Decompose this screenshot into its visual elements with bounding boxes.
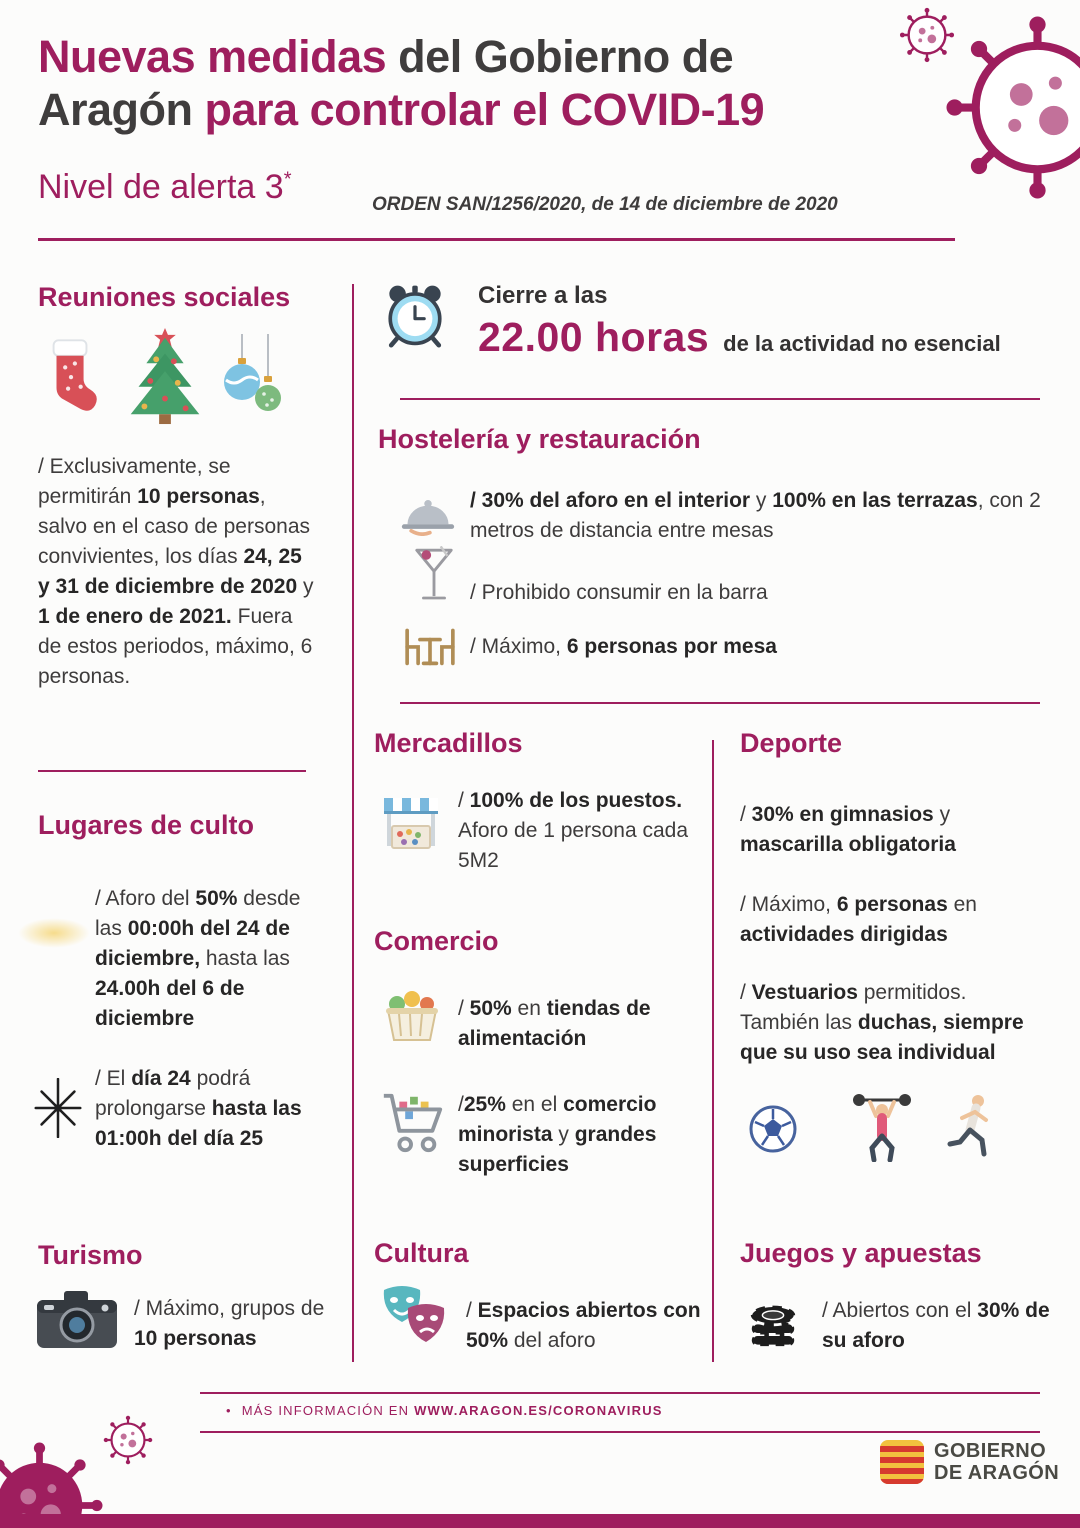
logo-line2: DE ARAGÓN xyxy=(934,1462,1060,1484)
star-icon xyxy=(28,1078,88,1138)
divider xyxy=(200,1392,1040,1394)
order-reference: ORDEN SAN/1256/2020, de 14 de diciembre de 2020 xyxy=(372,194,838,215)
candle-glow-icon xyxy=(18,918,90,948)
table-chairs-icon xyxy=(398,624,462,668)
divider xyxy=(400,702,1040,704)
title-accent-2: para controlar el COVID-19 xyxy=(204,84,765,136)
christmas-tree-icon xyxy=(126,326,204,426)
hosteleria-item: / 30% del aforo en el interior y 100% en las terrazas, con 2 metros de distancia entre mesas xyxy=(470,489,1041,542)
theater-masks-icon xyxy=(376,1286,452,1350)
section-title-juegos: Juegos y apuestas xyxy=(740,1238,982,1268)
soccer-ball-icon xyxy=(748,1104,798,1154)
juegos-body: / Abiertos con el 30% de su aforo xyxy=(822,1299,1050,1352)
cocktail-icon xyxy=(412,546,456,606)
title-rest-1: del Gobierno de xyxy=(386,31,734,82)
deporte-item: / 30% en gimnasios y mascarilla obligatoria xyxy=(740,803,956,856)
section-title-hosteleria: Hostelería y restauración xyxy=(378,424,701,454)
section-title-reuniones: Reuniones sociales xyxy=(38,282,291,312)
section-title-cultura: Cultura xyxy=(374,1238,469,1268)
gobierno-aragon-logo xyxy=(880,1440,1059,1484)
alarm-clock-icon xyxy=(382,278,448,352)
closing-time-block xyxy=(478,282,1001,361)
bullet: • xyxy=(226,1403,232,1418)
turismo-body: / Máximo, grupos de 10 personas xyxy=(134,1297,325,1350)
weightlifter-icon xyxy=(850,1092,914,1162)
section-title-mercadillos: Mercadillos xyxy=(374,728,523,758)
divider xyxy=(352,284,354,1362)
baubles-icon xyxy=(222,334,284,422)
divider xyxy=(38,238,955,241)
runner-icon xyxy=(944,1092,998,1162)
alert-asterisk: * xyxy=(283,168,292,191)
more-info-line xyxy=(226,1403,663,1418)
christmas-stocking-icon xyxy=(42,338,100,420)
closing-time-suffix: de la actividad no esencial xyxy=(723,331,1001,356)
poker-chips-icon xyxy=(746,1292,800,1350)
section-title-comercio: Comercio xyxy=(374,926,499,956)
logo-line1: GOBIERNO xyxy=(934,1440,1047,1462)
divider xyxy=(38,770,306,772)
reuniones-body: / Exclusivamente, se permitirán 10 personas, salvo en el caso de personas convivientes, los días 24, 25 y 31 de diciembre de 2020 y 1 de enero de 2021. Fuera de estos periodos, máximo, 6 personas. xyxy=(38,455,314,688)
hosteleria-item: / Máximo, 6 personas por mesa xyxy=(470,635,777,658)
camera-icon xyxy=(36,1288,118,1350)
divider xyxy=(400,398,1040,400)
shopping-cart-icon xyxy=(378,1086,446,1160)
hosteleria-item: / Prohibido consumir en la barra xyxy=(470,581,768,604)
grocery-basket-icon xyxy=(382,988,442,1046)
deporte-item: / Máximo, 6 personas en actividades dirigidas xyxy=(740,893,977,946)
alert-level: Nivel de alerta 3* xyxy=(38,168,292,206)
virus-icon xyxy=(102,1414,154,1466)
cultura-body: / Espacios abiertos con 50% del aforo xyxy=(466,1299,701,1352)
more-info-link[interactable]: WWW.ARAGON.ES/CORONAVIRUS xyxy=(414,1403,663,1418)
market-stall-icon xyxy=(382,792,440,856)
aragon-flag-icon xyxy=(880,1440,924,1484)
deporte-item: / Vestuarios permitidos. También las duchas, siempre que su uso sea individual xyxy=(740,981,1024,1064)
closing-time-prefix: Cierre a las xyxy=(478,282,608,309)
divider xyxy=(200,1431,1040,1433)
page-title xyxy=(38,30,764,136)
title-accent-1: Nuevas medidas xyxy=(38,31,387,82)
culto-item: / El día 24 podrá prolongarse hasta las 01:00h del día 25 xyxy=(95,1067,302,1150)
comercio-item: /25% en el comercio minorista y grandes superficies xyxy=(458,1093,657,1176)
section-title-culto: Lugares de culto xyxy=(38,810,255,840)
mercadillos-body: / 100% de los puestos. Aforo de 1 persona cada 5M2 xyxy=(458,789,688,872)
section-title-turismo: Turismo xyxy=(38,1240,143,1270)
cloche-icon xyxy=(400,492,456,536)
closing-time-value: 22.00 horas xyxy=(478,314,710,360)
divider xyxy=(712,740,714,1362)
more-info-prefix: MÁS INFORMACIÓN EN xyxy=(241,1403,415,1418)
comercio-item: / 50% en tiendas de alimentación xyxy=(458,997,651,1050)
virus-icon xyxy=(940,10,1080,205)
section-title-deporte: Deporte xyxy=(740,728,843,758)
culto-item: / Aforo del 50% desde las 00:00h del 24 de diciembre, hasta las 24.00h del 6 de diciembre xyxy=(95,887,301,1030)
title-plain-2: Aragón xyxy=(38,84,205,136)
bottom-accent-bar xyxy=(0,1514,1080,1528)
